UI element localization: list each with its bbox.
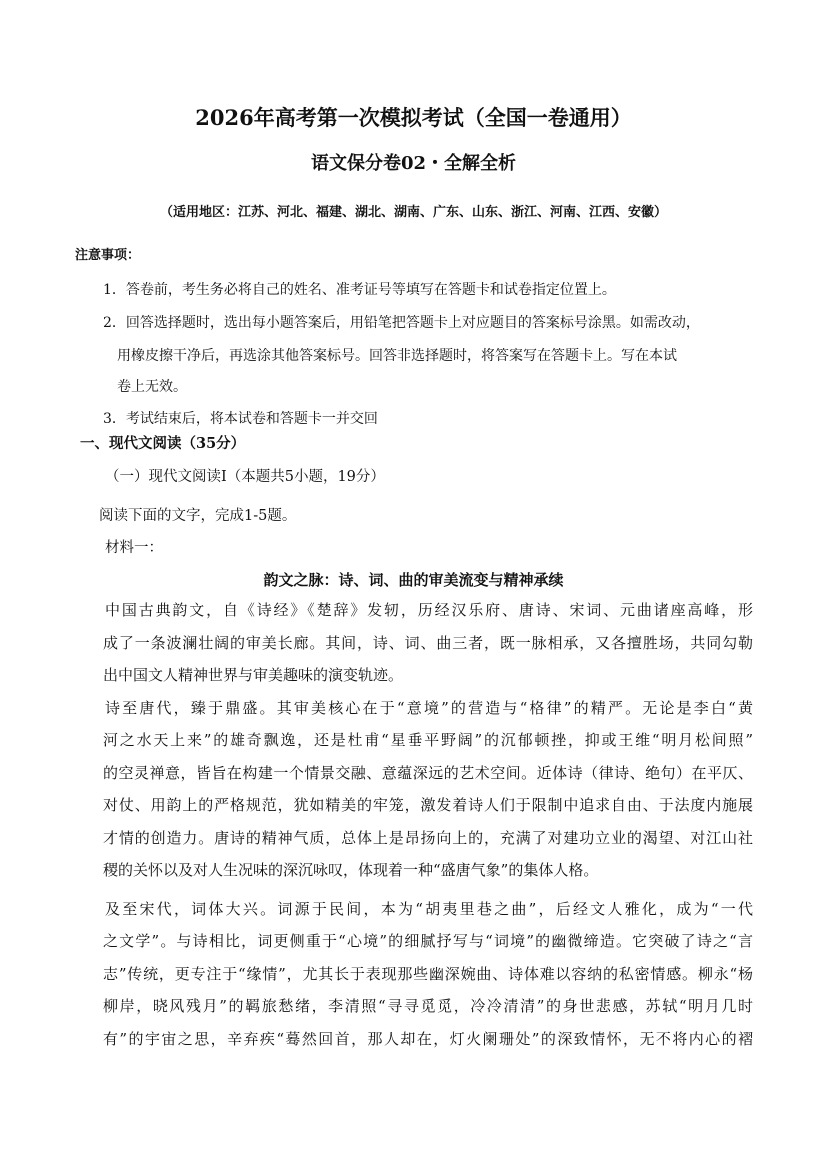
- notice-item-3: 3．考试结束后，将本试卷和答题卡一并交回: [103, 411, 378, 427]
- notice-item-2: 2．回答选择题时，选出每小题答案后，用铅笔把答题卡上对应题目的答案标号涂黑。如需改动，: [103, 315, 700, 331]
- applicable-regions: （适用地区：江苏、河北、福建、湖北、湖南、广东、山东、浙江、河南、江西、安徽）: [159, 205, 667, 220]
- article-line: 有”的宇宙之思，辛弃疾“蓦然回首，那人却在，灯火阑珊处”的深致情怀，无不将内心的褶: [103, 1030, 753, 1048]
- article-line: 对仗、用韵上的严格规范，犹如精美的牢笼，激发着诗人们于限制中追求自由、于法度内施展: [103, 796, 753, 814]
- article-line: 成了一条波澜壮阔的审美长廊。其间，诗、词、曲三者，既一脉相承，又各擅胜场，共同勾勒: [103, 634, 753, 652]
- article-line: 河之水天上来”的雄奇飘逸，还是杜甫“星垂平野阔”的沉郁顿挫，抑或王维“明月松间照”: [103, 731, 753, 749]
- article-line: 志”传统，更专注于“缘情”，尤其长于表现那些幽深婉曲、诗体难以容纳的私密情感。柳永“杨: [103, 965, 753, 983]
- section-subheading: （一）现代文阅读Ⅰ（本题共5小题，19分）: [105, 469, 385, 485]
- article-line: 才情的创造力。唐诗的精神气质，总体上是昂扬向上的，充满了对建功立业的渴望、对江山社: [103, 829, 753, 847]
- section-heading: 一、现代文阅读（35分）: [80, 435, 246, 452]
- document-subtitle: 语文保分卷02・全解全析: [310, 153, 517, 174]
- article-line: 稷的关怀以及对人生况味的深沉咏叹，体现着一种“盛唐气象”的集体人格。: [103, 861, 599, 879]
- notice-item-2-cont: 用橡皮擦干净后，再选涂其他答案标号。回答非选择题时，将答案写在答题卡上。写在本试: [117, 348, 677, 364]
- instruction: 阅读下面的文字，完成1-5题。: [99, 508, 297, 524]
- document-title: 2026年高考第一次模拟考试（全国一卷通用）: [195, 105, 632, 130]
- article-line: 中国古典韵文，自《诗经》《楚辞》发轫，历经汉乐府、唐诗、宋词、元曲诸座高峰，形: [105, 601, 753, 619]
- article-line: 诗至唐代，臻于鼎盛。其审美核心在于“意境”的营造与“格律”的精严。无论是李白“黄: [105, 699, 753, 717]
- notice-heading: 注意事项：: [75, 248, 141, 263]
- article-title: 韵文之脉：诗、词、曲的审美流变与精神承续: [263, 571, 564, 589]
- article-line: 之文学”。与诗相比，词更侧重于“心境”的细腻抒写与“词境”的幽微缔造。它突破了诗之“言: [103, 932, 753, 950]
- article-line: 出中国文人精神世界与审美趣味的演变轨迹。: [103, 666, 404, 684]
- article-line: 的空灵禅意，皆旨在构建一个情景交融、意蕴深远的艺术空间。近体诗（律诗、绝句）在平仄、: [103, 764, 753, 782]
- notice-item-2-cont2: 卷上无效。: [117, 379, 187, 395]
- material-label: 材料一：: [105, 540, 163, 556]
- article-line: 柳岸，晓风残月”的羁旅愁绪，李清照“寻寻觅觅，冷冷清清”的身世悲感，苏轼“明月几时: [103, 997, 753, 1015]
- notice-item-1: 1．答卷前，考生务必将自己的姓名、准考证号等填写在答题卡和试卷指定位置上。: [103, 282, 616, 298]
- article-line: 及至宋代，词体大兴。词源于民间，本为“胡夷里巷之曲”，后经文人雅化，成为“一代: [105, 900, 753, 918]
